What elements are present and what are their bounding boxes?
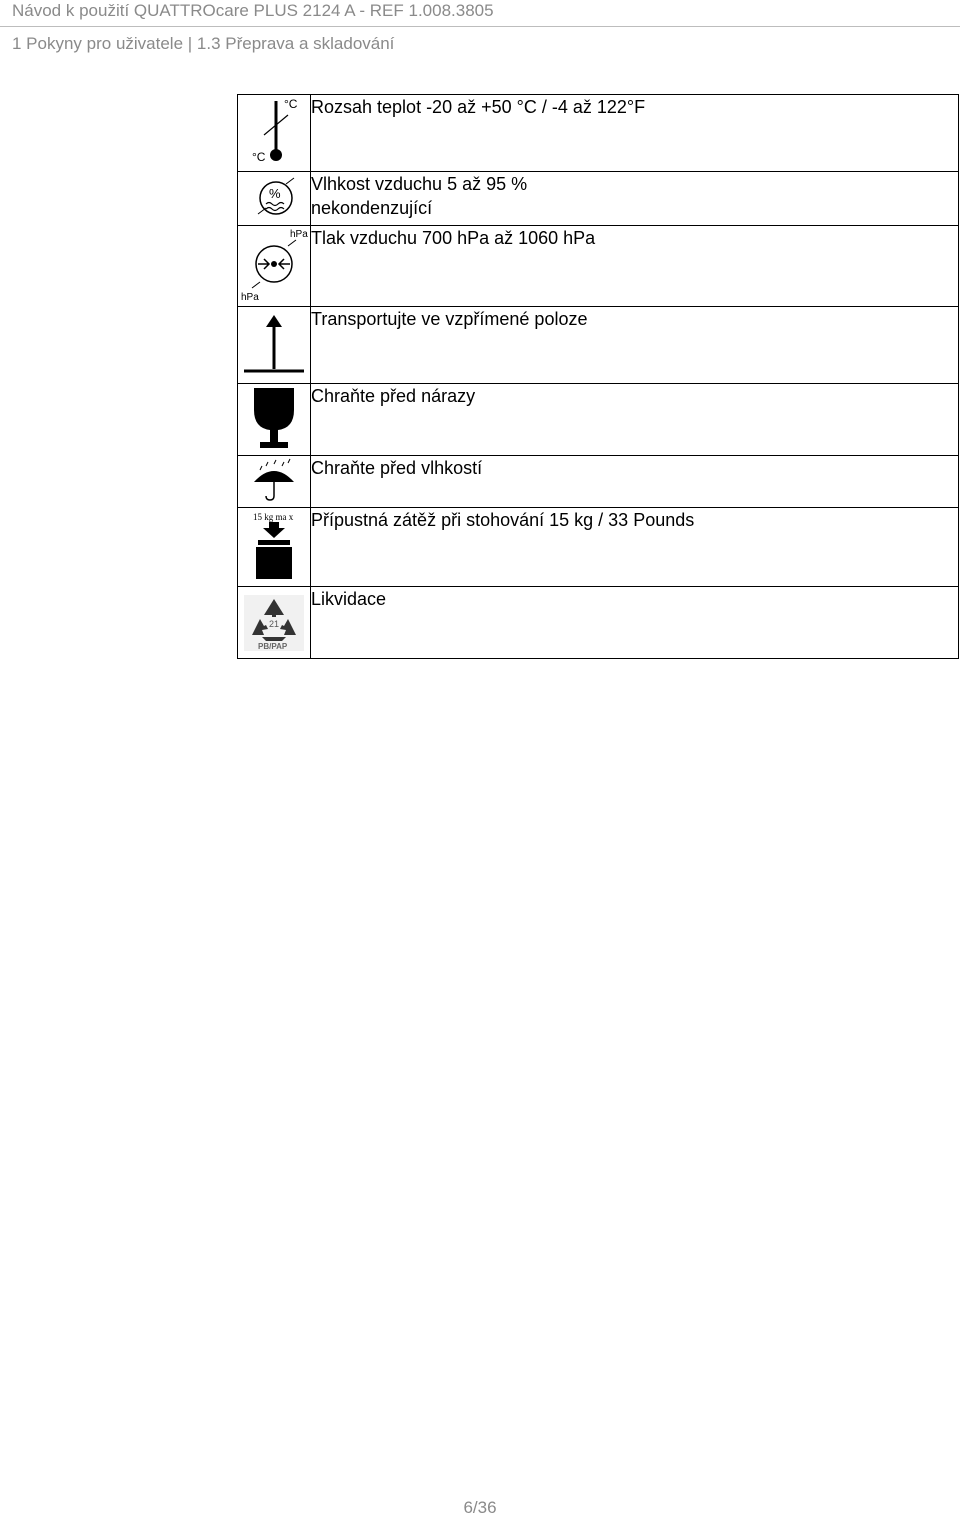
upright-arrow-icon: [238, 307, 310, 383]
recycling-number-label: 21: [269, 619, 280, 629]
humidity-percent-label: %: [269, 186, 281, 201]
icon-cell: [238, 508, 311, 587]
fragile-text: Chraňte před nárazy: [311, 386, 476, 406]
humidity-range-text: Vlhkost vzduchu 5 až 95 % nekondenzující: [311, 174, 528, 218]
icon-cell: [238, 307, 311, 384]
table-row: [238, 384, 959, 456]
temp-upper-label: °C: [284, 97, 298, 111]
thermometer-icon: [238, 95, 310, 171]
icon-cell: [238, 456, 311, 508]
breadcrumb: 1 Pokyny pro uživatele | 1.3 Přeprava a skladování: [12, 34, 395, 53]
umbrella-icon: [238, 456, 310, 507]
icon-cell: [238, 226, 311, 307]
document-title: Návod k použití QUATTROcare PLUS 2124 A - REF 1.008.3805: [12, 1, 494, 20]
text-cell: [311, 508, 959, 587]
table-row: [238, 95, 959, 172]
temp-lower-label: °C: [252, 150, 266, 164]
icon-cell: [238, 384, 311, 456]
humidity-icon: [238, 172, 310, 225]
temperature-range-text: Rozsah teplot -20 až +50 °C / -4 až 122°F: [311, 97, 646, 117]
storage-symbols-table: [237, 94, 959, 659]
text-cell: [311, 307, 959, 384]
fragile-glass-icon: [238, 384, 310, 455]
table-row: [238, 172, 959, 226]
table-row: [238, 226, 959, 307]
text-cell: [311, 95, 959, 172]
icon-cell: [238, 587, 311, 659]
text-cell: [311, 456, 959, 508]
table-row: [238, 587, 959, 659]
stacking-load-text: Přípustná zátěž při stohování 15 kg / 33 Pounds: [311, 510, 695, 530]
icon-cell: [238, 172, 311, 226]
upright-transport-text: Transportujte ve vzpřímené poloze: [311, 309, 588, 329]
table-row: [238, 508, 959, 587]
pressure-lower-label: hPa: [241, 292, 259, 303]
stacking-weight-icon: [238, 508, 310, 586]
pressure-range-text: Tlak vzduchu 700 hPa až 1060 hPa: [311, 228, 596, 248]
text-cell: [311, 226, 959, 307]
header-divider: [0, 26, 960, 27]
moisture-protection-text: Chraňte před vlhkostí: [311, 458, 483, 478]
pressure-upper-label: hPa: [290, 229, 308, 240]
pressure-icon: [238, 226, 310, 306]
stacking-limit-label: 15 kg ma x: [253, 512, 294, 522]
icon-cell: [238, 95, 311, 172]
table-row: [238, 307, 959, 384]
text-cell: [311, 587, 959, 659]
disposal-text: Likvidace: [311, 589, 387, 609]
page-number: 6/36: [463, 1498, 497, 1517]
table-row: [238, 456, 959, 508]
text-cell: [311, 384, 959, 456]
text-cell: [311, 172, 959, 226]
recycling-material-label: PB/PAP: [258, 642, 288, 651]
recycling-icon: [238, 587, 310, 658]
